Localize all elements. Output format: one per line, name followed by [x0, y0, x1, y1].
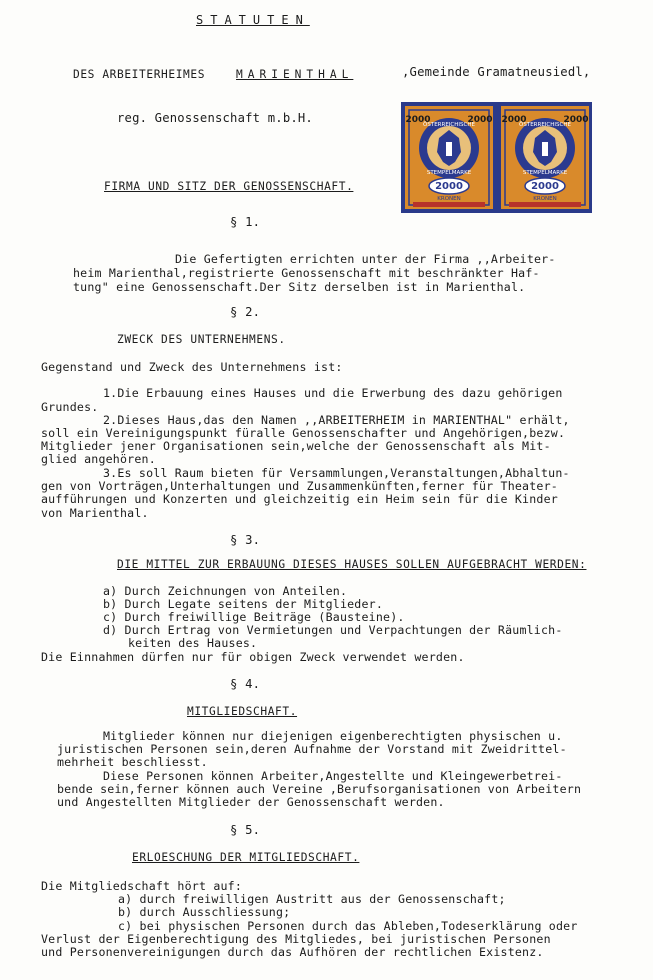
stamp-left-corner-tl: 2000 — [405, 115, 431, 125]
section-4-line: juristischen Personen sein,deren Aufnahme der Vorstand mit Zweidrittel- — [57, 742, 567, 756]
section-5-intro: Die Mitgliedschaft hört auf: — [41, 879, 243, 893]
section-2-heading: ZWECK DES UNTERNEHMENS. — [117, 333, 286, 346]
section-3-line: a) Durch Zeichnungen von Anteilen. — [103, 584, 348, 598]
header-municipality: ,Gemeinde Gramatneusiedl, — [402, 65, 591, 79]
section-3-heading: DIE MITTEL ZUR ERBAUUNG DIESES HAUSES SOLLEN AUFGEBRACHT WERDEN: — [117, 558, 587, 571]
section-4-line: bende sein,ferner können auch Vereine ,Berufsorganisationen von Arbeitern — [57, 782, 582, 796]
section-1-line: heim Marienthal,registrierte Genossenschaft mit beschränkter Haf- — [73, 266, 540, 280]
stamp-right — [501, 106, 589, 209]
stamp-right-value: 2000 — [531, 181, 559, 192]
section-3-number: § 3. — [230, 533, 261, 547]
stamp-right-corner-tl: 2000 — [501, 115, 527, 125]
section-5-heading: ERLOESCHUNG DER MITGLIEDSCHAFT. — [132, 851, 360, 864]
section-1-line: tung" eine Genossenschaft.Der Sitz derselben ist in Marienthal. — [73, 280, 526, 294]
section-2-line: von Marienthal. — [41, 506, 149, 520]
heading-firma-sitz: FIRMA UND SITZ DER GENOSSENSCHAFT. — [104, 180, 354, 193]
stamp-right-corner-tr: 2000 — [563, 115, 589, 125]
section-2-line: 2.Dieses Haus,das den Namen ,,ARBEITERHEIM in MARIENTHAL" erhält, — [103, 413, 570, 427]
stamp-right-text-top: ÖSTERREICHISCHE — [519, 122, 571, 128]
section-5-line: b) durch Ausschliessung; — [118, 905, 291, 919]
section-5-line: Verlust der Eigenberechtigung des Mitgliedes, bei juristischen Personen — [41, 932, 551, 946]
header-legal-form: reg. Genossenschaft m.b.H. — [117, 111, 313, 125]
section-2-number: § 2. — [230, 305, 261, 319]
section-3-line: keiten des Hauses. — [128, 636, 258, 650]
section-4-number: § 4. — [230, 677, 261, 691]
stamp-graphic — [401, 102, 592, 213]
section-2-line: aufführungen und Konzerten und gleichzeitig ein Heim sein für die Kinder — [41, 492, 558, 506]
section-2-line: gen von Vorträgen,Unterhaltungen und Zusammenkünften,ferner für Theater- — [41, 479, 558, 493]
header-association-label: DES ARBEITERHEIMES — [73, 68, 206, 81]
section-1-number: § 1. — [230, 215, 261, 229]
section-4-line: Diese Personen können Arbeiter,Angestellte und Kleingewerbetrei- — [103, 769, 563, 783]
section-3-line: d) Durch Ertrag von Vermietungen und Verpachtungen der Räumlich- — [103, 623, 563, 637]
section-4-line: und Angestellten Mitglieder der Genossenschaft werden. — [57, 795, 445, 809]
stamp-left — [405, 106, 493, 209]
section-2-line: Mitglieder jener Organisationen sein,welche der Genossenschaft als Mit- — [41, 439, 551, 453]
section-4-line: Mitglieder können nur diejenigen eigenberechtigten physischen u. — [103, 729, 563, 743]
section-5-number: § 5. — [230, 823, 261, 837]
section-3-line: b) Durch Legate seitens der Mitglieder. — [103, 597, 384, 611]
stamp-left-text-mid: STEMPELMARKE — [426, 170, 472, 176]
section-5-line: c) bei physischen Personen durch das Ableben,Todeserklärung oder — [118, 919, 578, 933]
section-2-line: glied angehören. — [41, 452, 156, 466]
section-5-line: a) durch freiwilligen Austritt aus der Genossenschaft; — [118, 892, 506, 906]
section-4-heading: MITGLIEDSCHAFT. — [187, 705, 298, 718]
section-2-line: Grundes. — [41, 400, 99, 414]
section-2-intro: Gegenstand und Zweck des Unternehmens ist: — [41, 360, 343, 374]
stamp-left-unit: KRONEN — [437, 196, 461, 202]
section-3-line: c) Durch freiwillige Beiträge (Bausteine). — [103, 610, 405, 624]
section-4-line: mehrheit beschliesst. — [57, 755, 208, 769]
stamp-right-unit: KRONEN — [533, 196, 557, 202]
section-2-line: soll ein Vereinigungspunkt füralle Genossenschafter und Angehörigen,bezw. — [41, 426, 566, 440]
section-1-line: Die Gefertigten errichten unter der Firma ,,Arbeiter- — [175, 252, 556, 266]
stamp-left-text-top: ÖSTERREICHISCHE — [423, 122, 475, 128]
document-title: STATUTEN — [196, 13, 310, 27]
section-3-line: Die Einnahmen dürfen nur für obigen Zweck verwendet werden. — [41, 650, 465, 664]
stamp-left-corner-tr: 2000 — [467, 115, 493, 125]
header-association-name: MARIENTHAL — [236, 68, 354, 81]
section-5-line: und Personenvereinigungen durch das Aufhören der rechtlichen Existenz. — [41, 945, 544, 959]
revenue-stamp — [401, 102, 592, 213]
stamp-right-text-mid: STEMPELMARKE — [522, 170, 568, 176]
section-2-line: 3.Es soll Raum bieten für Versammlungen,Veranstaltungen,Abhaltun- — [103, 466, 570, 480]
stamp-left-value: 2000 — [435, 181, 463, 192]
section-2-line: 1.Die Erbauung eines Hauses und die Erwerbung des dazu gehörigen — [103, 386, 563, 400]
